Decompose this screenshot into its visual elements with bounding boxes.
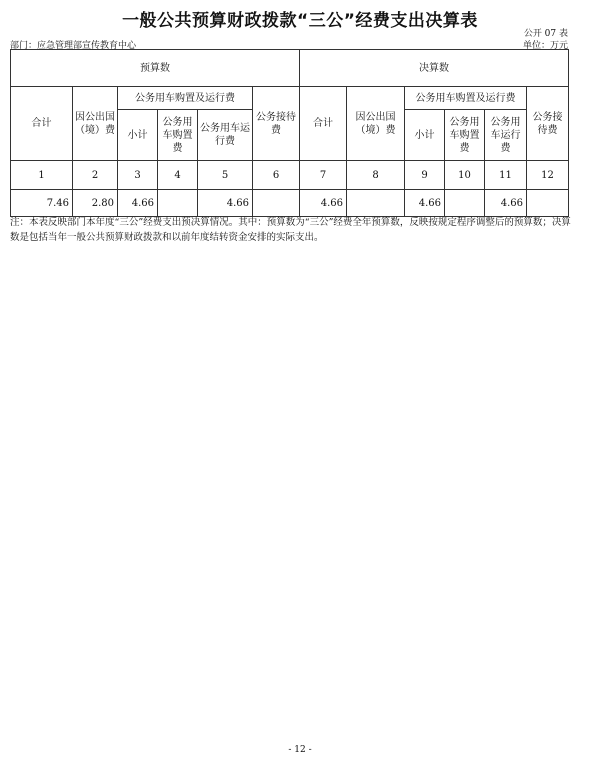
column-index-row xyxy=(11,161,569,190)
page-title: 一般公共预算财政拨款“三公”经费支出决算表 xyxy=(122,11,478,31)
final-vehicle-purchase-header: 公务用车购置费 xyxy=(445,110,485,161)
index-cell: 10 xyxy=(445,161,485,190)
budget-vehicle-purchase-header: 公务用车购置费 xyxy=(158,110,198,161)
index-cell: 4 xyxy=(158,161,198,190)
unit-label: 单位：万元 xyxy=(522,41,568,51)
table-note: 注：本表反映部门本年度“三公”经费支出预决算情况。其中：预算数为“三公”经费全年预算数，反映按规定程序调整后的预算数；决算数是包括当年一般公共预算财政拨款和以前年度结转资金安排的实际支出。 xyxy=(10,217,571,243)
index-cell: 11 xyxy=(485,161,527,190)
budget-subtotal-header: 小计 xyxy=(118,110,158,161)
budget-vehicle-operation-header: 公务用车运行费 xyxy=(198,110,253,161)
final-subtotal-header: 小计 xyxy=(405,110,445,161)
final-vehicle-group-header: 公务用车购置及运行费 xyxy=(405,87,527,110)
budget-abroad-header: 因公出国（境）费 xyxy=(73,87,118,161)
index-cell: 9 xyxy=(405,161,445,190)
index-cell: 2 xyxy=(73,161,118,190)
index-cell: 6 xyxy=(253,161,300,190)
value-row xyxy=(11,190,569,217)
value-cell: 4.66 xyxy=(118,190,158,217)
value-cell: 4.66 xyxy=(198,190,253,217)
index-cell: 12 xyxy=(527,161,569,190)
three-public-expenses-table xyxy=(10,49,569,217)
value-cell xyxy=(347,190,405,217)
value-cell xyxy=(445,190,485,217)
final-total-header: 合计 xyxy=(300,87,347,161)
budget-reception-header: 公务接待费 xyxy=(253,87,300,161)
department-label: 部门：应急管理部宣传教育中心 xyxy=(10,41,137,51)
final-header: 决算数 xyxy=(300,50,569,87)
budget-header: 预算数 xyxy=(11,50,300,87)
index-cell: 8 xyxy=(347,161,405,190)
value-cell: 2.80 xyxy=(73,190,118,217)
final-abroad-header: 因公出国（境）费 xyxy=(347,87,405,161)
value-cell xyxy=(253,190,300,217)
value-cell: 4.66 xyxy=(405,190,445,217)
form-number: 公开 07 表 xyxy=(523,29,568,39)
final-vehicle-operation-header: 公务用车运行费 xyxy=(485,110,527,161)
final-reception-header: 公务接待费 xyxy=(527,87,569,161)
value-cell: 4.66 xyxy=(300,190,347,217)
index-cell: 1 xyxy=(11,161,73,190)
index-cell: 3 xyxy=(118,161,158,190)
index-cell: 7 xyxy=(300,161,347,190)
value-cell xyxy=(158,190,198,217)
value-cell xyxy=(527,190,569,217)
value-cell: 4.66 xyxy=(485,190,527,217)
page-number: - 12 - xyxy=(288,745,312,755)
index-cell: 5 xyxy=(198,161,253,190)
budget-vehicle-group-header: 公务用车购置及运行费 xyxy=(118,87,253,110)
value-cell: 7.46 xyxy=(11,190,73,217)
budget-total-header: 合计 xyxy=(11,87,73,161)
